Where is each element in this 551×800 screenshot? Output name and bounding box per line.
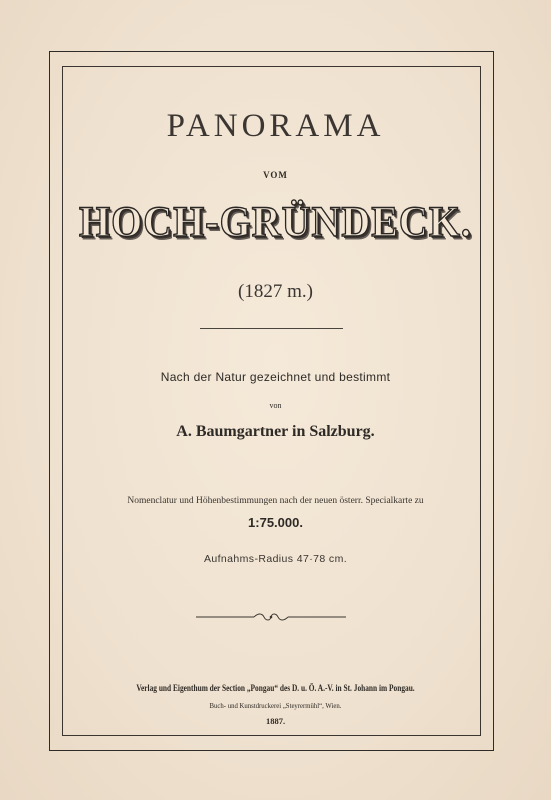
title-mountain-name: HOCH-GRÜNDECK. <box>79 197 472 246</box>
nomenclature-note: Nomenclatur und Höhenbestimmungen nach der neuen österr. Specialkarte zu <box>127 496 424 506</box>
publisher-note: Verlag und Eigenthum der Section „Pongau“ des D. u. Ö. A.-V. in St. Johann im Pongau. <box>136 683 415 693</box>
title-panorama: PANORAMA <box>166 108 385 144</box>
divider-rule <box>200 328 343 329</box>
map-scale: 1:75.000. <box>248 515 303 530</box>
author-name: A. Baumgartner in Salzburg. <box>176 423 375 440</box>
publication-year: 1887. <box>265 716 286 726</box>
title-vom: VOM <box>263 170 288 180</box>
title-elevation: (1827 m.) <box>238 281 313 302</box>
survey-radius: Aufnahms-Radius 47·78 cm. <box>203 553 348 565</box>
printer-note: Buch- und Kunstdruckerei „Steyrermühl“, Wien. <box>209 701 342 710</box>
by-word: von <box>269 401 282 410</box>
drawn-credit: Nach der Natur gezeichnet und bestimmt <box>160 370 391 384</box>
ornament-divider-icon <box>196 612 346 622</box>
